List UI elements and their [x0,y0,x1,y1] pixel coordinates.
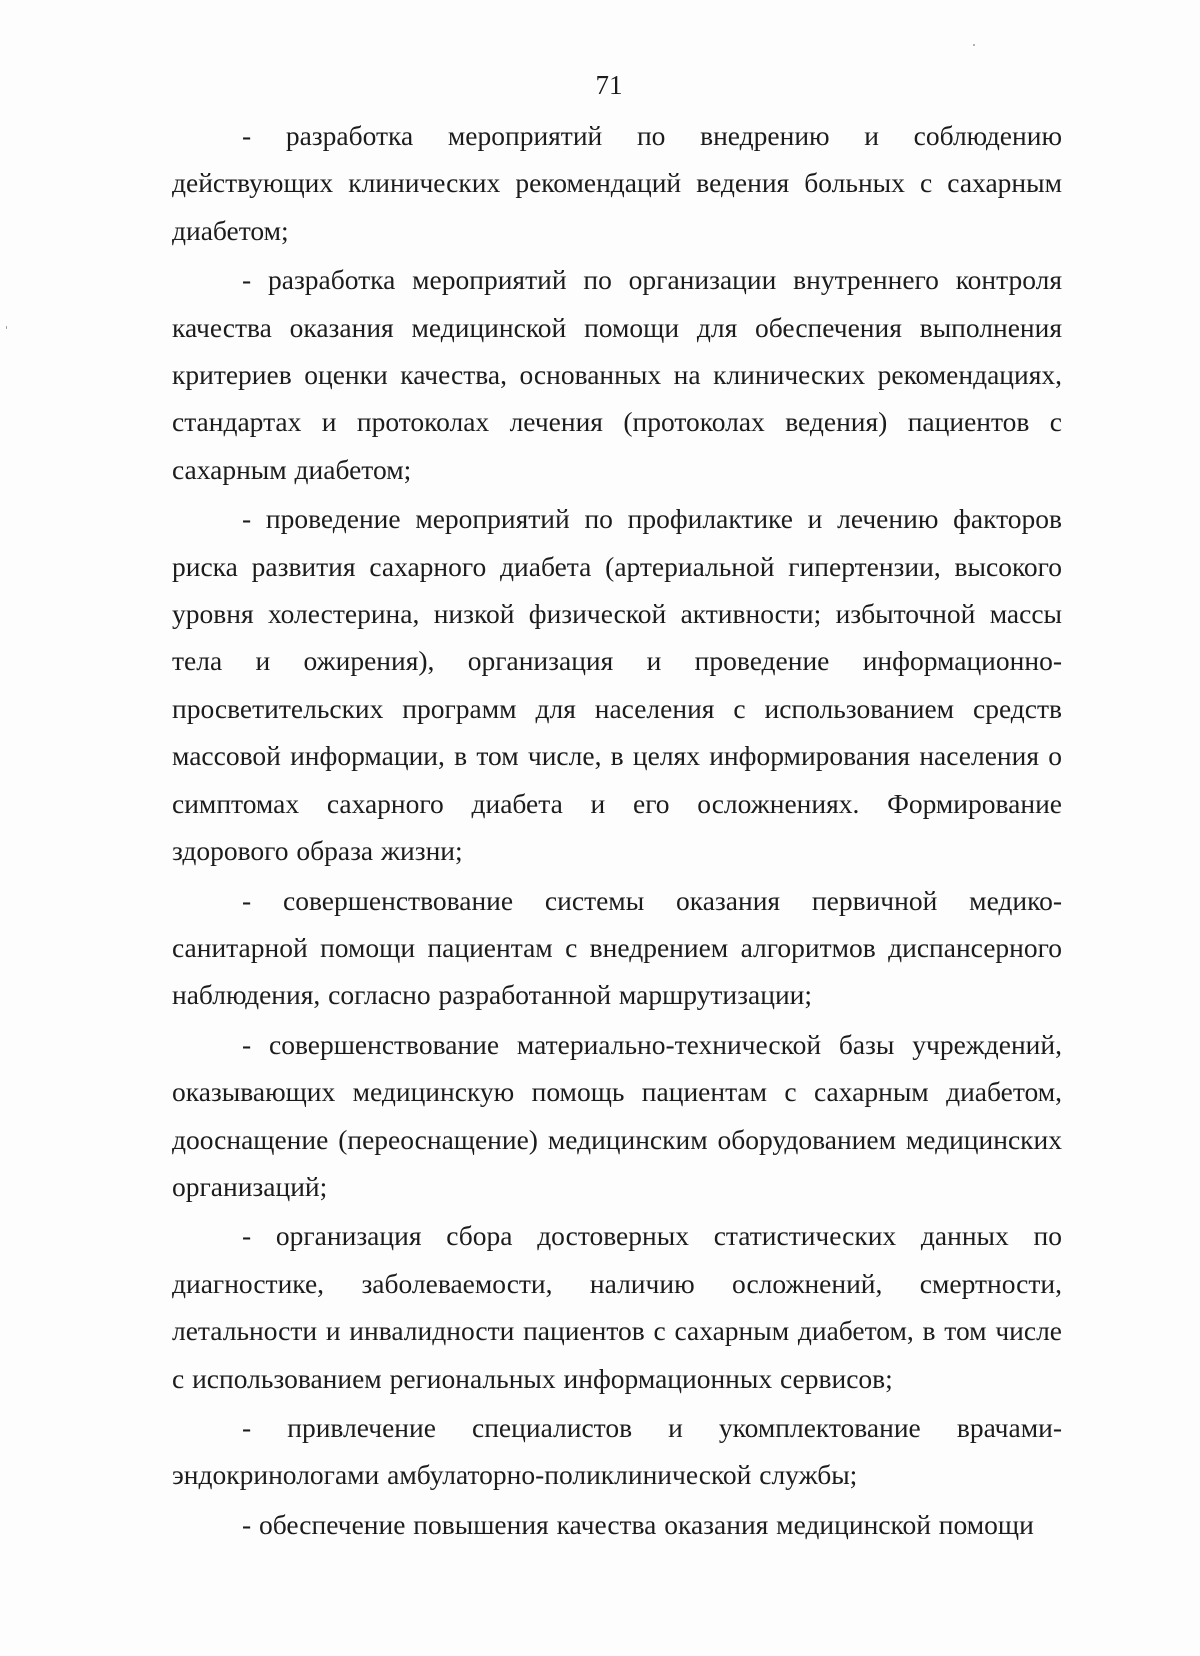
list-item: - совершенствование материально-технической базы учреждений, оказывающих медицинскую помощь пациентам с сахарным диабетом, дооснащение (переоснащение) медицинским оборудованием медицинских организаций; [172,1028,1062,1202]
document-body [172,112,1062,1550]
scan-speck [6,326,7,329]
list-item: - совершенствование системы оказания первичной медико-санитарной помощи пациентам с внедрением алгоритмов диспансерного наблюдения, согласно разработанной маршрутизации; [172,884,1062,1011]
scan-speck [973,44,975,46]
list-item: - обеспечение повышения качества оказания медицинской помощи [242,1508,1034,1540]
list-item: - организация сбора достоверных статистических данных по диагностике, заболеваемости, наличию осложнений, смертности, летальности и инвалидности пациентов с сахарным диабетом, в том числе с использованием региональных информационных сервисов; [172,1220,1062,1394]
list-item: - разработка мероприятий по внедрению и соблюдению действующих клинических рекомендаций ведения больных с сахарным диабетом; [172,120,1062,246]
list-item: - разработка мероприятий по организации внутреннего контроля качества оказания медицинской помощи для обеспечения выполнения критериев оценки качества, основанных на клинических рекомендациях, стандартах и протоколах лечения (протоколах ведения) пациентов с сахарным диабетом; [172,264,1062,485]
page-number: 71 [595,70,623,100]
list-item: - привлечение специалистов и укомплектование врачами-эндокринологами амбулаторно-поликлинической службы; [172,1411,1062,1491]
list-item: - проведение мероприятий по профилактике и лечению факторов риска развития сахарного диабета (артериальной гипертензии, высокого уровня холестерина, низкой физической активности; избыточной массы тела и ожирения), организация и проведение информационно-просветительских программ для населения с использованием средств массовой информации, в том числе, в целях информирования населения о симптомах сахарного диабета и его осложнениях. Формирование здорового образа жизни; [172,503,1062,867]
